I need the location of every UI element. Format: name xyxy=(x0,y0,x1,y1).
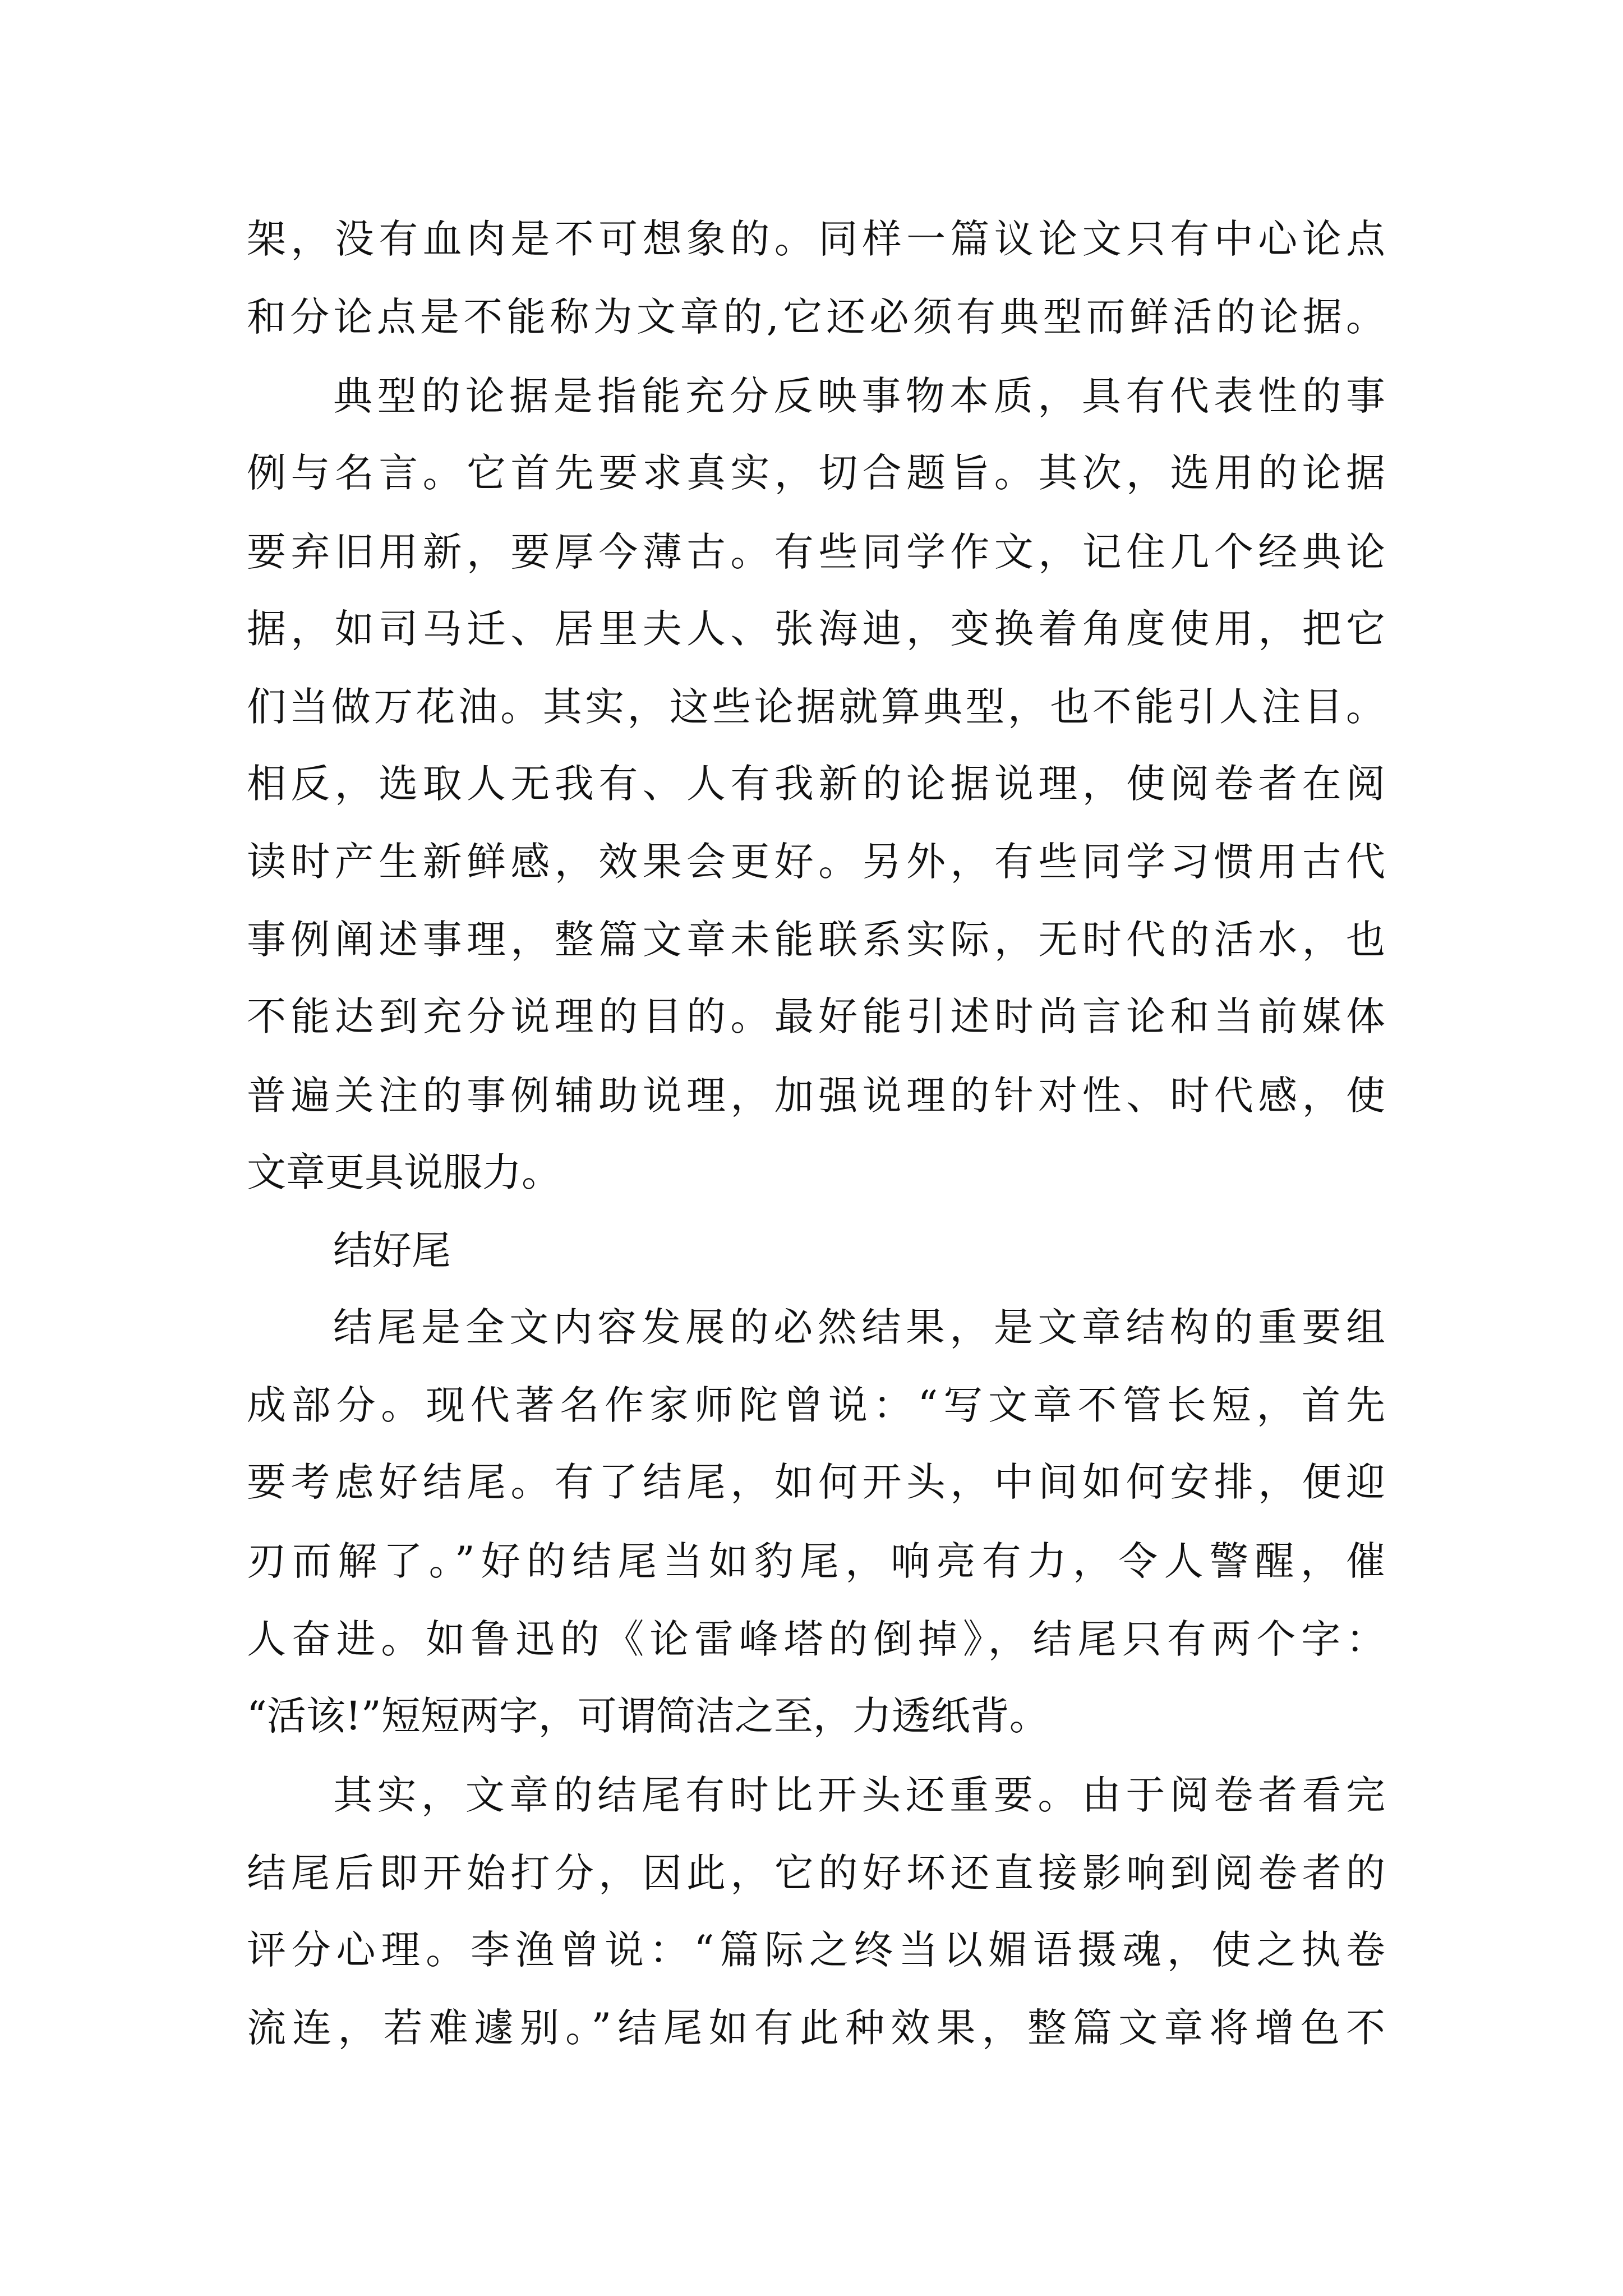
paragraph-first-line: 结尾是全文内容发展的必然结果，是文章结构的重要组 xyxy=(333,1304,1385,1350)
text-line: 人奋进。如鲁迅的《论雷峰塔的倒掉》，结尾只有两个字： xyxy=(247,1616,1385,1662)
paragraph-last-line: 文章更具说服力。 xyxy=(247,1149,561,1195)
text-line: 据，如司马迁、居里夫人、张海迪，变换着角度使用，把它 xyxy=(247,606,1385,652)
paragraph-last-line: “活该!”短短两字，可谓简洁之至，力透纸背。 xyxy=(247,1693,1049,1739)
section-heading: 结好尾 xyxy=(333,1227,451,1273)
paragraph-first-line: 典型的论据是指能充分反映事物本质，具有代表性的事 xyxy=(333,373,1385,419)
text-line: 们当做万花油。其实，这些论据就算典型，也不能引人注目。 xyxy=(247,684,1385,730)
text-line: 成部分。现代著名作家师陀曾说：“写文章不管长短，首先 xyxy=(247,1382,1385,1428)
text-line: 事例阐述事理，整篇文章未能联系实际，无时代的活水，也 xyxy=(247,917,1385,963)
text-line: 例与名言。它首先要求真实，切合题旨。其次，选用的论据 xyxy=(247,450,1385,496)
text-line: 评分心理。李渔曾说：“篇际之终当以媚语摄魂，使之执卷 xyxy=(247,1927,1385,1973)
text-line: 架，没有血肉是不可想象的。同样一篇议论文只有中心论点 xyxy=(247,216,1385,262)
text-line: 刃而解了。”好的结尾当如豹尾，响亮有力，令人警醒，催 xyxy=(247,1538,1385,1584)
text-line: 流连，若难遽别。”结尾如有此种效果，整篇文章将增色不 xyxy=(247,2005,1385,2051)
text-line: 普遍关注的事例辅助说理，加强说理的针对性、时代感，使 xyxy=(247,1073,1385,1119)
text-line: 要考虑好结尾。有了结尾，如何开头，中间如何安排，便迎 xyxy=(247,1459,1385,1505)
text-line: 要弃旧用新，要厚今薄古。有些同学作文，记住几个经典论 xyxy=(247,529,1385,575)
text-line: 结尾后即开始打分，因此，它的好坏还直接影响到阅卷者的 xyxy=(247,1850,1385,1896)
paragraph-first-line: 其实，文章的结尾有时比开头还重要。由于阅卷者看完 xyxy=(333,1772,1385,1818)
text-line: 读时产生新鲜感，效果会更好。另外，有些同学习惯用古代 xyxy=(247,839,1385,885)
text-line: 不能达到充分说理的目的。最好能引述时尚言论和当前媒体 xyxy=(247,993,1385,1039)
text-line: 和分论点是不能称为文章的,它还必须有典型而鲜活的论据。 xyxy=(247,294,1385,340)
text-line: 相反，选取人无我有、人有我新的论据说理，使阅卷者在阅 xyxy=(247,761,1385,807)
